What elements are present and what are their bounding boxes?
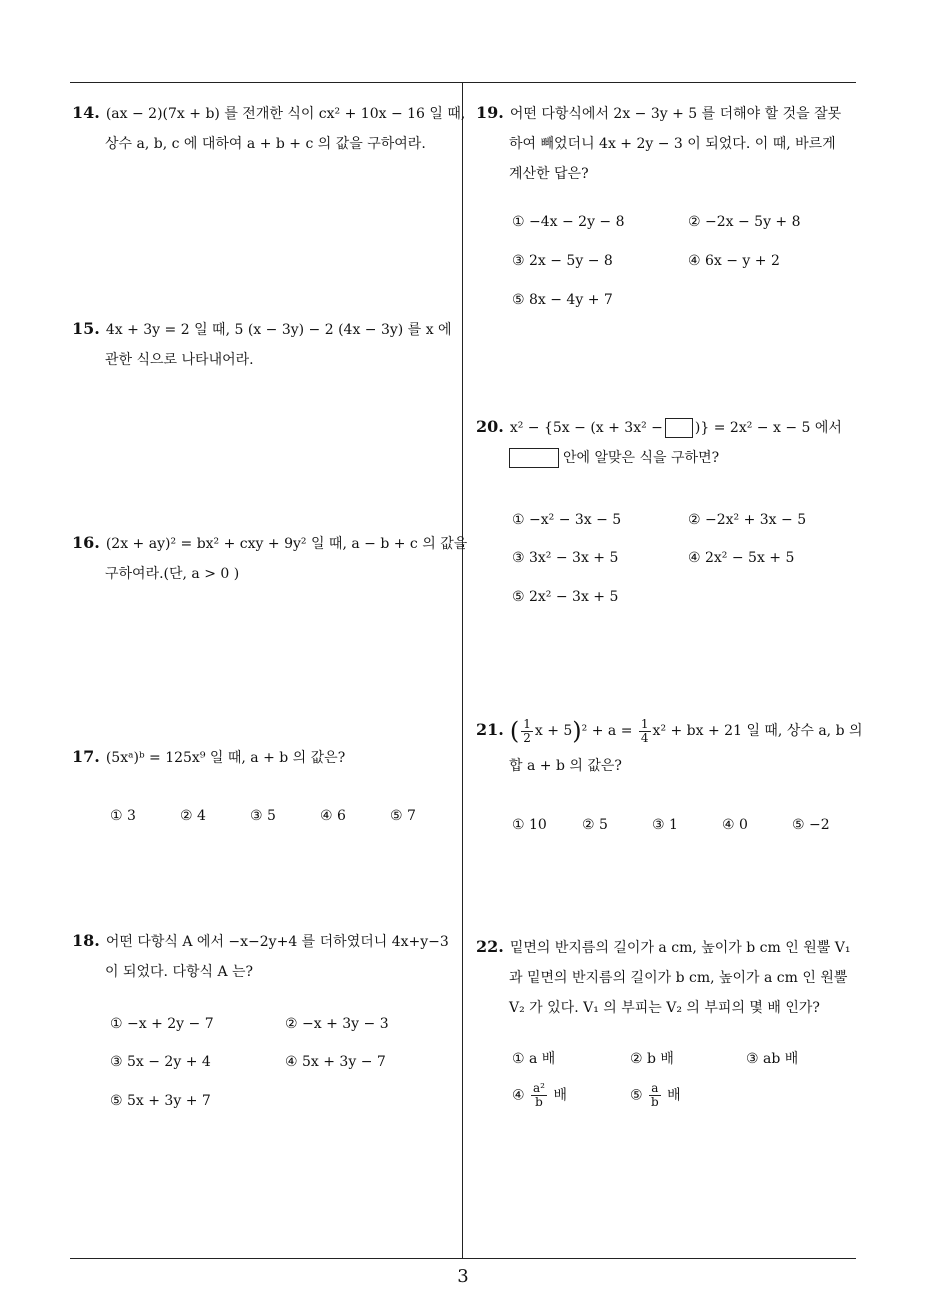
choice-5[interactable]: ⑤ 2x² − 3x + 5 — [512, 589, 619, 605]
choice-unit: 배 — [553, 1087, 567, 1104]
question-number: 17. — [72, 747, 100, 766]
question-text-line2: 과 밑면의 반지름의 길이가 b cm, 높이가 a cm 인 원뿔 — [509, 970, 848, 986]
choice-3[interactable]: ③ 5x − 2y + 4 — [110, 1054, 211, 1070]
choice-1[interactable]: ① a 배 — [512, 1051, 556, 1067]
question-22 — [476, 932, 850, 1023]
choice-2[interactable]: ② 4 — [180, 808, 206, 824]
choice-3[interactable]: ③ 2x − 5y − 8 — [512, 253, 613, 269]
question-text-line1: 4x + 3y = 2 일 때, 5 (x − 3y) − 2 (4x − 3y) 를 x 에 — [105, 322, 452, 338]
choice-4[interactable]: ④ 6 — [320, 808, 346, 824]
question-number: 20. — [476, 417, 504, 436]
question-text-line2: 합 a + b 의 값은? — [509, 758, 622, 774]
choice-2[interactable]: ② −x + 3y − 3 — [285, 1016, 389, 1032]
choice-5[interactable]: ⑤ −2 — [792, 817, 830, 833]
choice-4[interactable]: ④ 6x − y + 2 — [688, 253, 780, 269]
question-text-line1: (ax − 2)(7x + b) 를 전개한 식이 cx² + 10x − 16 일 때, — [105, 106, 466, 122]
question-18 — [72, 926, 449, 987]
question-text-line1: 어떤 다항식 A 에서 −x−2y+4 를 더하였더니 4x+y−3 — [105, 934, 449, 950]
page-number: 3 — [457, 1266, 469, 1287]
question-17 — [72, 742, 345, 773]
choice-5[interactable]: ⑤ 5x + 3y + 7 — [110, 1093, 211, 1109]
question-text-line1-start: x² − {5x − (x + 3x² − — [509, 420, 663, 436]
question-text-line2: 관한 식으로 나타내어라. — [105, 352, 254, 368]
choice-3[interactable]: ③ 5 — [250, 808, 276, 824]
top-rule — [70, 82, 856, 83]
choice-2[interactable]: ② b 배 — [630, 1051, 674, 1067]
choice-1[interactable]: ① −4x − 2y − 8 — [512, 214, 625, 230]
question-number: 19. — [476, 103, 504, 122]
question-19 — [476, 98, 841, 189]
choice-2[interactable]: ② −2x² + 3x − 5 — [688, 512, 807, 528]
choice-2[interactable]: ② 5 — [582, 817, 608, 833]
choice-1[interactable]: ① −x + 2y − 7 — [110, 1016, 214, 1032]
choice-5[interactable]: ⑤ 7 — [390, 808, 416, 824]
question-text-line2: 이 되었다. 다항식 A 는? — [105, 964, 254, 980]
question-16 — [72, 528, 467, 589]
column-divider — [462, 82, 463, 1258]
choice-1[interactable]: ① 3 — [110, 808, 136, 824]
bottom-rule — [70, 1258, 856, 1259]
paren-open: ( — [509, 717, 520, 745]
choice-5[interactable] — [630, 1082, 681, 1109]
fraction-a-over-b: $\frac{a}{b}$ — [651, 1081, 659, 1109]
question-text-line2: 상수 a, b, c 에 대하여 a + b + c 의 값을 구하여라. — [105, 136, 426, 152]
blank-box-inline — [665, 418, 693, 438]
choice-3[interactable]: ③ 1 — [652, 817, 678, 833]
question-text-line1: (2x + ay)² = bx² + cxy + 9y² 일 때, a − b + c 의 값을 — [105, 536, 468, 552]
expr-part-a: x + 5 — [534, 723, 573, 739]
choice-marker: ④ — [512, 1087, 525, 1104]
question-text-line2: 하여 빼었더니 4x + 2y − 3 이 되었다. 이 때, 바르게 — [509, 136, 836, 152]
question-number: 15. — [72, 319, 100, 338]
choice-1[interactable]: ① 10 — [512, 817, 547, 833]
question-text-line3: 계산한 답은? — [509, 166, 589, 182]
question-15 — [72, 314, 452, 375]
question-text-line2: 구하여라.(단, a > 0 ) — [105, 566, 240, 582]
question-text-line1-end: )} = 2x² − x − 5 에서 — [694, 420, 842, 436]
expr-part-b: ² + a = — [581, 723, 633, 739]
question-text-line1: 어떤 다항식에서 2x − 3y + 5 를 더해야 할 것을 잘못 — [509, 106, 842, 122]
paren-close: ) — [572, 717, 582, 745]
expr-part-c: x² + bx + 21 일 때, 상수 a, b 의 — [652, 723, 863, 739]
fraction-a-squared-over-b: $\frac{\text{a²}}{b}$ — [533, 1081, 545, 1109]
question-text-line2: 안에 알맞은 식을 구하면? — [563, 450, 720, 466]
question-20 — [476, 412, 842, 473]
choice-2[interactable]: ② −2x − 5y + 8 — [688, 214, 801, 230]
choice-3[interactable]: ③ ab 배 — [746, 1051, 799, 1067]
choice-4[interactable]: ④ 5x + 3y − 7 — [285, 1054, 386, 1070]
question-number: 21. — [476, 720, 504, 739]
choice-4[interactable] — [512, 1082, 567, 1109]
question-21 — [476, 710, 863, 781]
question-number: 22. — [476, 937, 504, 956]
choice-5[interactable]: ⑤ 8x − 4y + 7 — [512, 292, 613, 308]
choice-1[interactable]: ① −x² − 3x − 5 — [512, 512, 622, 528]
fraction-one-half: $\frac{1}{2}$ — [523, 716, 531, 745]
question-number: 18. — [72, 931, 100, 950]
blank-box — [509, 448, 559, 468]
choice-4[interactable]: ④ 0 — [722, 817, 748, 833]
fraction-one-quarter: $\frac{1}{4}$ — [640, 716, 649, 745]
choice-unit: 배 — [667, 1087, 681, 1104]
question-14 — [72, 98, 465, 159]
question-text-line1: 밑면의 반지름의 길이가 a cm, 높이가 b cm 인 원뿔 V₁ — [509, 940, 851, 956]
question-text-line1: (5xᵃ)ᵇ = 125x⁹ 일 때, a + b 의 값은? — [105, 750, 346, 766]
question-number: 14. — [72, 103, 100, 122]
question-text-line3: V₂ 가 있다. V₁ 의 부피는 V₂ 의 부피의 몇 배 인가? — [509, 1000, 820, 1016]
choice-marker: ⑤ — [630, 1087, 643, 1104]
choice-4[interactable]: ④ 2x² − 5x + 5 — [688, 550, 795, 566]
question-number: 16. — [72, 533, 100, 552]
choice-3[interactable]: ③ 3x² − 3x + 5 — [512, 550, 619, 566]
